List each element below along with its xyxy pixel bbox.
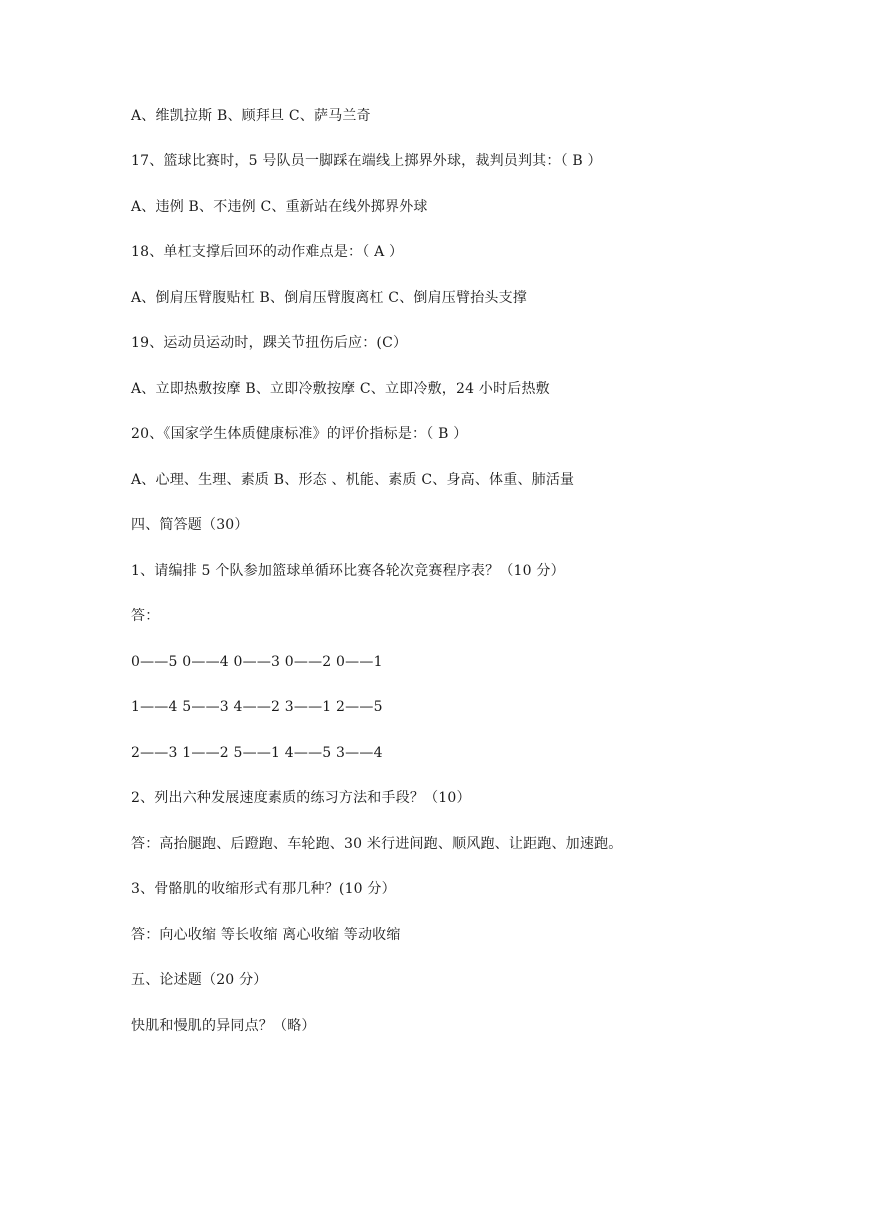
section-heading-short-answer: 四、简答题（30） xyxy=(131,517,249,533)
option-line-q20: A、心理、生理、素质 B、形态 、机能、素质 C、身高、体重、肺活量 xyxy=(131,472,575,488)
short-answer-question-1: 1、请编排 5 个队参加篮球单循环比赛各轮次竞赛程序表？（10 分） xyxy=(131,563,565,579)
question-18: 18、单杠支撑后回环的动作难点是：（ A ） xyxy=(131,244,404,260)
answer-2: 答：高抬腿跑、后蹬跑、车轮跑、30 米行进间跑、顺风跑、让距跑、加速跑。 xyxy=(131,836,623,852)
option-line-q17: A、违例 B、不违例 C、重新站在线外掷界外球 xyxy=(131,199,428,215)
answer-3: 答：向心收缩 等长收缩 离心收缩 等动收缩 xyxy=(131,927,401,943)
schedule-row-1: 0——5 0——4 0——3 0——2 0——1 xyxy=(131,654,383,670)
short-answer-question-2: 2、列出六种发展速度素质的练习方法和手段？（10） xyxy=(131,790,471,806)
option-line-q19: A、立即热敷按摩 B、立即冷敷按摩 C、立即冷敷，24 小时后热敷 xyxy=(131,381,550,397)
answer-label-1: 答： xyxy=(131,608,160,624)
schedule-row-3: 2——3 1——2 5——1 4——5 3——4 xyxy=(131,745,383,761)
question-17: 17、篮球比赛时，5 号队员一脚踩在端线上掷界外球，裁判员判其：（ B ） xyxy=(131,153,602,169)
option-line-q16: A、维凯拉斯 B、顾拜旦 C、萨马兰奇 xyxy=(131,108,371,124)
option-line-q18: A、倒肩压臂腹贴杠 B、倒肩压臂腹离杠 C、倒肩压臂抬头支撑 xyxy=(131,290,528,306)
essay-question: 快肌和慢肌的异同点？（略） xyxy=(131,1018,316,1034)
section-heading-essay: 五、论述题（20 分） xyxy=(131,972,268,988)
question-20: 20、《国家学生体质健康标准》的评价指标是：（ B ） xyxy=(131,426,468,442)
schedule-row-2: 1——4 5——3 4——2 3——1 2——5 xyxy=(131,699,383,715)
question-19: 19、运动员运动时，踝关节扭伤后应：(C） xyxy=(131,335,408,351)
short-answer-question-3: 3、骨骼肌的收缩形式有那几种？(10 分） xyxy=(131,881,396,897)
